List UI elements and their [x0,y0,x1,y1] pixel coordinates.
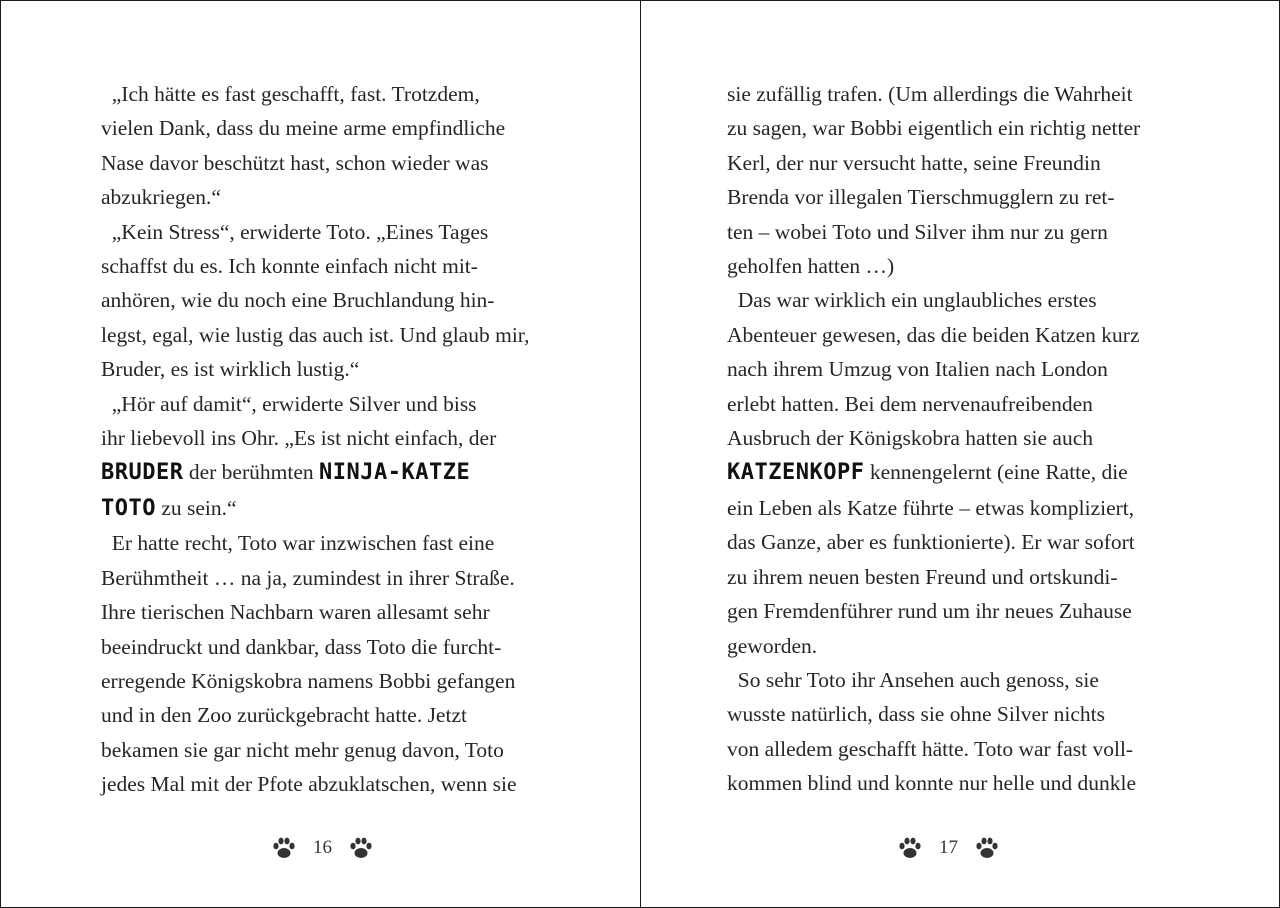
text-line: Berühmtheit … na ja, zumindest in ihrer Straße. [101,565,515,590]
text-line: Nase davor beschützt hast, schon wieder was [101,150,489,175]
text-line: Er hatte recht, Toto war inzwischen fast eine [101,531,495,556]
text-line: ten – wobei Toto und Silver ihm nur zu gern [727,219,1108,244]
text-line: gen Fremdenführer rund um ihr neues Zuhause [727,599,1132,624]
text-line: ihr liebevoll ins Ohr. „Es ist nicht einfach, der [101,426,497,451]
text-line: ein Leben als Katze führte – etwas kompliziert, [727,495,1135,520]
text-line: geholfen hatten …) [727,254,895,279]
paw-print-icon [897,835,923,861]
text-line: erregende Königskobra namens Bobbi gefangen [101,668,516,693]
left-page-text [101,77,571,802]
page-number: 17 [939,837,958,858]
text-line: von alledem geschafft hätte. Toto war fast voll- [727,736,1134,761]
text-line: abzukriegen.“ [101,185,221,210]
text-line: Brenda vor illegalen Tierschmugglern zu ret- [727,185,1115,210]
right-page-text [727,77,1197,801]
right-page-footer [897,833,1000,863]
emphasis-katzenkopf: KATZENKOPF [727,460,865,486]
text-line: Ausbruch der Königskobra hatten sie auch [727,426,1093,451]
text-line: „Hör auf damit“, erwiderte Silver und biss [101,391,477,416]
text-line-emphasis [101,455,571,490]
text-line: schaffst du es. Ich konnte einfach nicht mit- [101,254,478,279]
text-line: „Kein Stress“, erwiderte Toto. „Eines Tages [101,219,489,244]
text-line-emphasis [101,491,571,526]
text-line: das Ganze, aber es funktionierte). Er war sofort [727,530,1135,555]
text-line: Kerl, der nur versucht hatte, seine Freundin [727,150,1101,175]
emphasis-toto: TOTO [101,495,156,521]
text-line: beeindruckt und dankbar, dass Toto die furcht- [101,634,502,659]
text-fragment: kennengelernt (eine Ratte, die [864,460,1128,485]
text-line: zu ihrem neuen besten Freund und ortskundi- [727,564,1118,589]
text-line-emphasis [727,455,1197,490]
text-line: kommen blind und konnte nur helle und dunkle [727,771,1137,796]
text-line: Ihre tierischen Nachbarn waren allesamt sehr [101,600,490,625]
emphasis-bruder: BRUDER [101,460,184,486]
text-fragment: der berühmten [183,460,320,485]
page-number: 16 [313,837,332,858]
paw-print-icon [348,835,374,861]
text-line: wusste natürlich, dass sie ohne Silver nichts [727,702,1105,727]
text-line: „Ich hätte es fast geschafft, fast. Trotzdem, [101,82,480,106]
text-line: und in den Zoo zurückgebracht hatte. Jetzt [101,703,467,728]
paw-print-icon [271,835,297,861]
text-line: geworden. [727,633,818,658]
text-line: legst, egal, wie lustig das auch ist. Und glaub mir, [101,322,530,347]
text-line: vielen Dank, dass du meine arme empfindliche [101,116,506,141]
text-line: Bruder, es ist wirklich lustig.“ [101,357,360,382]
text-line: jedes Mal mit der Pfote abzuklatschen, wenn sie [101,772,517,797]
right-page [640,0,1280,908]
text-line: anhören, wie du noch eine Bruchlandung hin- [101,288,495,313]
text-line: erlebt hatten. Bei dem nervenaufreibenden [727,391,1093,416]
text-line: Das war wirklich ein unglaubliches erstes [727,288,1097,313]
emphasis-ninja-katze: NINJA-KATZE [319,460,471,486]
text-line: bekamen sie gar nicht mehr genug davon, Toto [101,737,504,762]
text-line: sie zufällig trafen. (Um allerdings die Wahrheit [727,82,1133,106]
text-fragment: zu sein.“ [155,495,237,520]
text-line: Abenteuer gewesen, das die beiden Katzen kurz [727,322,1140,347]
text-line: zu sagen, war Bobbi eigentlich ein richtig netter [727,116,1141,141]
paw-print-icon [974,835,1000,861]
left-page-footer [271,833,374,863]
text-line: nach ihrem Umzug von Italien nach London [727,357,1108,382]
text-line: So sehr Toto ihr Ansehen auch genoss, sie [727,667,1099,692]
